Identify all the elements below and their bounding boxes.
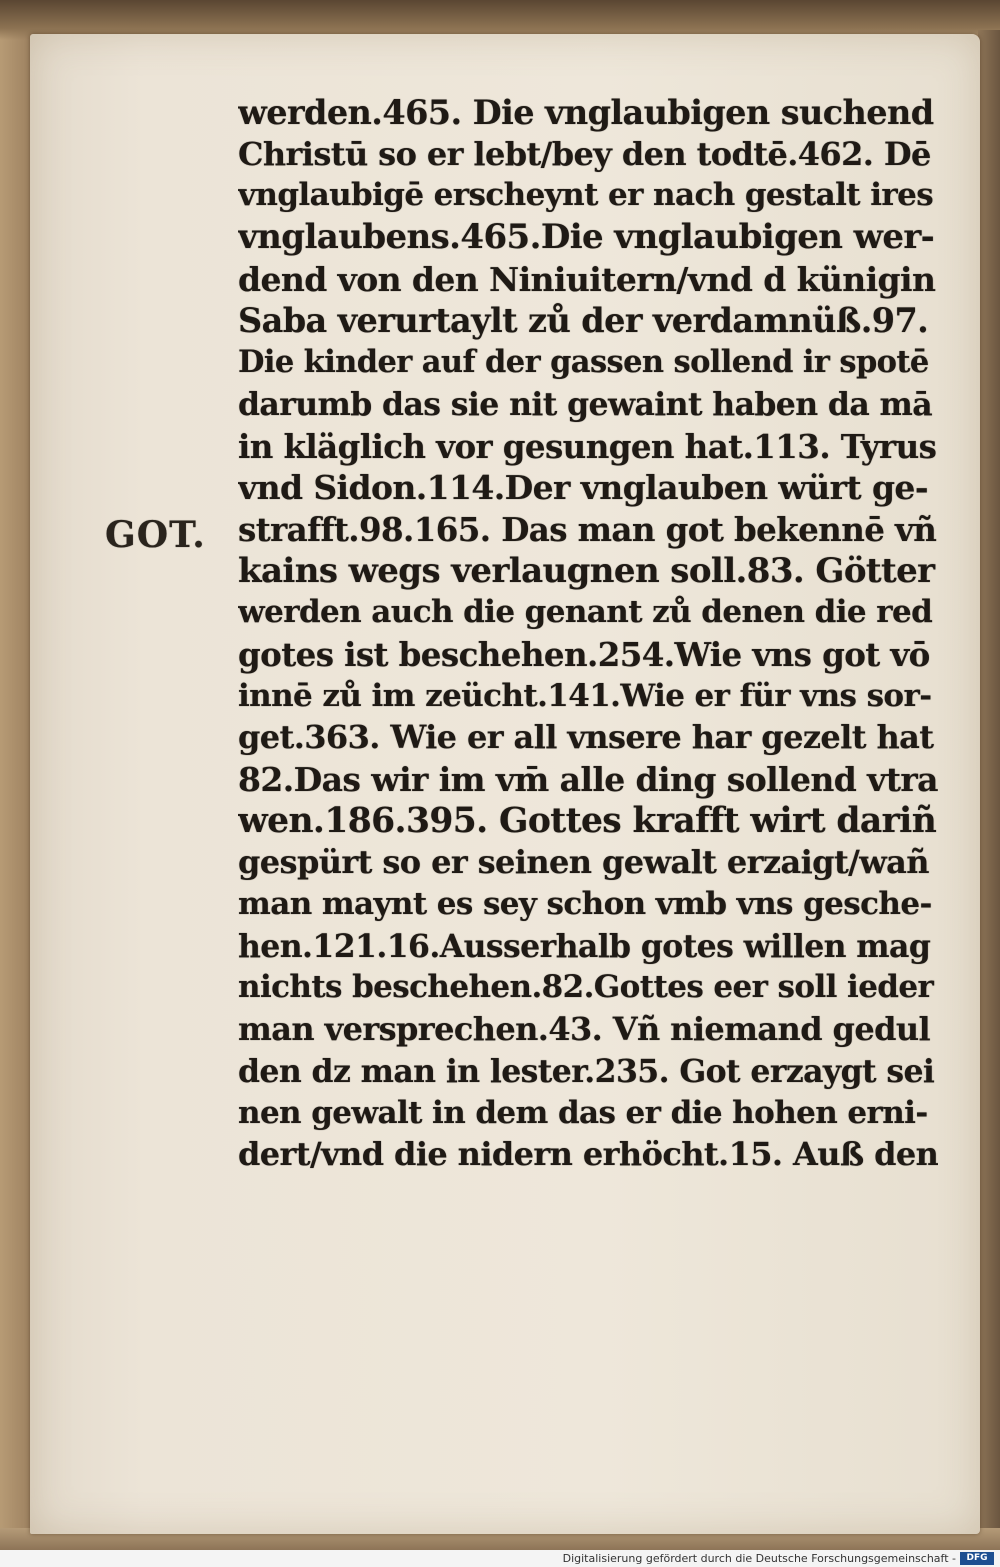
- text-line: 82.Das wir im vm̄ alle ding sollend vtra: [238, 760, 938, 799]
- digitization-credit: Digitalisierung gefördert durch die Deutsche Forschungsgemeinschaft -: [562, 1552, 956, 1565]
- text-line: vnglaubens.465.Die vnglaubigen wer-: [238, 217, 935, 258]
- text-line: strafft.98.165. Das man got bekennē vñ: [238, 509, 937, 549]
- text-line: vnglaubigē erscheynt er nach gestalt ires: [238, 177, 934, 214]
- book-right-edge: [978, 30, 1000, 1540]
- text-line: nen gewalt in dem das er die hohen erni-: [238, 1094, 928, 1131]
- text-line: hen.121.16.Ausserhalb gotes willen mag: [238, 927, 931, 965]
- text-line: in kläglich vor gesungen hat.113. Tyrus: [238, 426, 937, 466]
- text-line: gotes ist beschehen.254.Wie vns got vō: [238, 634, 930, 674]
- text-line: Christū so er lebt/bey den todtē.462. Dē: [238, 134, 931, 173]
- page-text-block: [238, 92, 938, 1176]
- text-line: werden auch die genant zů denen die red: [238, 594, 933, 631]
- text-line: den dz man in lester.235. Got erzaygt sei: [238, 1052, 935, 1090]
- text-line: man maynt es sey schon vmb vns gesche-: [238, 886, 932, 923]
- text-line: wen.186.395. Gottes krafft wirt dariñ: [238, 800, 937, 841]
- text-line: man versprechen.43. Vñ niemand gedul: [238, 1010, 931, 1049]
- text-line: kains wegs verlaugnen soll.83. Götter: [238, 550, 935, 591]
- marginal-note: GOT.: [105, 514, 206, 556]
- text-line: darumb das sie nit gewaint haben da mā: [238, 385, 933, 423]
- text-line: Die kinder auf der gassen sollend ir spotē: [238, 344, 929, 381]
- text-line: innē zů im zeücht.141.Wie er für vns sor-: [238, 677, 932, 714]
- dfg-logo[interactable]: DFG: [960, 1552, 994, 1565]
- text-line: vnd Sidon.114.Der vnglauben würt ge-: [238, 468, 928, 508]
- text-line: dert/vnd die nidern erhöcht.15. Auß den: [238, 1135, 938, 1174]
- text-line: gespürt so er seinen gewalt erzaigt/wañ: [238, 843, 929, 882]
- text-line: get.363. Wie er all vnsere har gezelt hat: [238, 718, 934, 757]
- text-line: Saba verurtaylt zů der verdamnüß.97.: [238, 301, 929, 341]
- text-line: dend von den Niniuitern/vnd d künigin: [238, 259, 936, 299]
- text-line: nichts beschehen.82.Gottes eer soll ieder: [238, 969, 934, 1006]
- text-line: werden.465. Die vnglaubigen suchend: [238, 93, 934, 132]
